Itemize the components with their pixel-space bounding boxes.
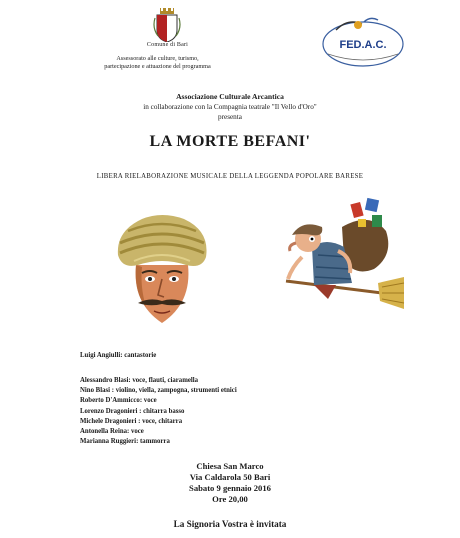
fedac-logo bbox=[318, 14, 408, 70]
show-title: LA MORTE BEFANI' bbox=[149, 133, 311, 150]
event-venue: Chiesa San Marco bbox=[196, 461, 264, 471]
cast-member: Michele Dragonieri : voce, chitarra bbox=[80, 417, 183, 425]
assessorato-text bbox=[40, 55, 275, 71]
show-subtitle: LIBERA RIELABORAZIONE MUSICALE DELLA LEGGENDA POPOLARE BARESE bbox=[96, 173, 364, 180]
cast-member: Antonella Reina: voce bbox=[80, 428, 144, 436]
comune-label: Comune di Bari bbox=[146, 42, 189, 48]
cast-member: Lorenzo Dragonieri : chitarra basso bbox=[80, 407, 185, 415]
invitation-line: La Signoria Vostra è invitata bbox=[173, 519, 287, 529]
event-address: Via Caldarola 50 Bari bbox=[189, 472, 271, 482]
narrator-credit: Luigi Angiulli: cantastorie bbox=[80, 352, 157, 359]
event-details bbox=[0, 461, 460, 505]
cast-member: Alessandro Blasi: voce, flauti, ciaramella bbox=[80, 377, 199, 384]
assessorato-line: Assessorato alle culture, turismo, bbox=[116, 55, 199, 62]
fedac-logo-text: FED.A.C. bbox=[339, 39, 387, 51]
presents-line: presenta bbox=[218, 113, 242, 121]
assessorato-line: partecipazione e attuazione del programma bbox=[104, 63, 211, 70]
cast-member: Nino Blasi : violino, viella, zampogna, strumenti etnici bbox=[80, 387, 237, 395]
collaboration-line: in collaborazione con la Compagnia teatrale "Il Vello d'Oro" bbox=[143, 103, 317, 111]
event-date: Sabato 9 gennaio 2016 bbox=[189, 483, 271, 493]
saracen-head-illustration bbox=[112, 203, 212, 325]
cast-list bbox=[80, 376, 237, 447]
befana-broom-illustration bbox=[282, 197, 406, 315]
organization-name: Associazione Culturale Arcantica bbox=[176, 92, 284, 101]
cast-member: Roberto D'Ammicco: voce bbox=[80, 397, 157, 405]
event-time: Ore 20,00 bbox=[212, 494, 248, 504]
bari-coat-of-arms-icon bbox=[152, 8, 182, 42]
cast-member: Marianna Ruggieri: tammorra bbox=[80, 438, 170, 446]
